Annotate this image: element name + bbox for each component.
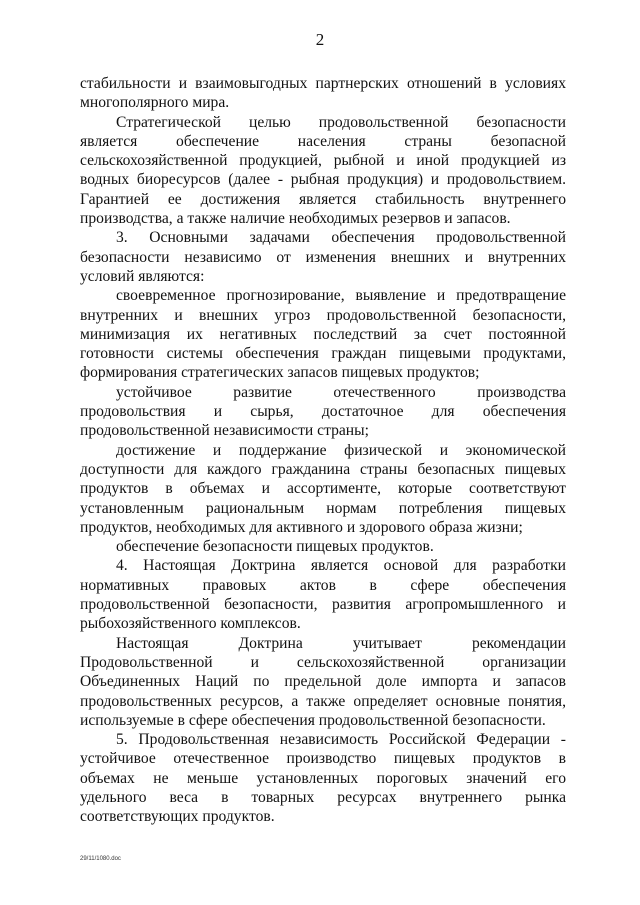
text-line: устойчивое отечественное производство пищевых продуктов в — [80, 750, 566, 768]
text-line: нормативных правовых актов в сфере обеспечения — [80, 576, 566, 594]
text-line: рыбохозяйственного комплексов. — [80, 615, 301, 633]
text-line: установленным рациональным нормам потребления пищевых — [80, 499, 566, 517]
text-line: устойчивое развитие отечественного производства — [116, 383, 566, 401]
text-line: минимизация их негативных последствий за счет постоянной — [80, 325, 566, 343]
page-number: 2 — [315, 30, 325, 49]
text-line: продовольственной независимости страны; — [80, 422, 369, 440]
paragraph-food-safety — [80, 537, 566, 556]
text-line: Объединенных Наций по предельной доле импорта и запасов — [80, 673, 566, 691]
text-line: 5. Продовольственная независимость Российской Федерации - — [116, 731, 566, 749]
text-line: сельскохозяйственной продукцией, рыбной и иной продукцией из — [80, 152, 566, 170]
text-line: продовольствия и сырья, достаточное для обеспечения — [80, 403, 566, 421]
text-line: 3. Основными задачами обеспечения продовольственной — [116, 229, 566, 247]
paragraph-section-5 — [80, 730, 566, 826]
text-line: Продовольственной и сельскохозяйственной организации — [80, 653, 566, 671]
text-line: Гарантией ее достижения является стабильность внутреннего — [80, 190, 566, 208]
text-line: внутренних и внешних угроз продовольственной безопасности, — [80, 306, 566, 324]
text-line: условий являются: — [80, 267, 205, 285]
text-line: достижение и поддержание физической и экономической — [116, 441, 566, 459]
text-line: продовольственных ресурсов, а также определяет основные понятия, — [80, 692, 566, 710]
text-line: стабильности и взаимовыгодных партнерских отношений в условиях — [80, 75, 566, 92]
paragraph-sustainable-development — [80, 383, 566, 441]
text-line: соответствующих продуктов. — [80, 808, 275, 826]
paragraph-strategic-goal — [80, 113, 566, 229]
text-line: многополярного мира. — [80, 94, 230, 112]
text-line: формирования стратегических запасов пищевых продуктов; — [80, 364, 480, 382]
text-line: объемах не меньше установленных пороговых значений его — [80, 769, 566, 787]
text-line: 4. Настоящая Доктрина является основой для разработки — [116, 557, 566, 575]
document-file-code: 29/11/1080.doc — [80, 856, 121, 862]
text-line: Стратегической целью продовольственной безопасности — [116, 113, 566, 131]
text-line: является обеспечение населения страны безопасной — [80, 132, 566, 150]
paragraph-section-3 — [80, 228, 566, 286]
text-line: Настоящая Доктрина учитывает рекомендации — [116, 634, 566, 652]
paragraph-forecasting — [80, 286, 566, 382]
document-body — [80, 74, 566, 827]
text-line: продуктов в объемах и ассортименте, которые соответствуют — [80, 480, 566, 498]
paragraph-fao-recommendations — [80, 634, 566, 730]
text-line: обеспечение безопасности пищевых продуктов. — [116, 538, 434, 556]
paragraph-accessibility — [80, 441, 566, 537]
text-line: удельного веса в товарных ресурсах внутреннего рынка — [80, 788, 566, 806]
text-line: доступности для каждого гражданина страны безопасных пищевых — [80, 460, 566, 478]
text-line: безопасности независимо от изменения внешних и внутренних — [80, 248, 566, 266]
text-line: продовольственной безопасности, развития агропромышленного и — [80, 596, 566, 614]
paragraph-section-4 — [80, 556, 566, 633]
paragraph-continuation — [80, 74, 566, 113]
text-line: своевременное прогнозирование, выявление и предотвращение — [116, 287, 566, 305]
text-line: водных биоресурсов (далее - рыбная продукция) и продовольствием. — [80, 171, 566, 189]
text-line: производства, а также наличие необходимых резервов и запасов. — [80, 210, 511, 228]
text-line: продуктов, необходимых для активного и здорового образа жизни; — [80, 518, 523, 536]
text-line: готовности системы обеспечения граждан пищевыми продуктами, — [80, 345, 566, 363]
text-line: используемые в сфере обеспечения продовольственной безопасности. — [80, 711, 546, 729]
